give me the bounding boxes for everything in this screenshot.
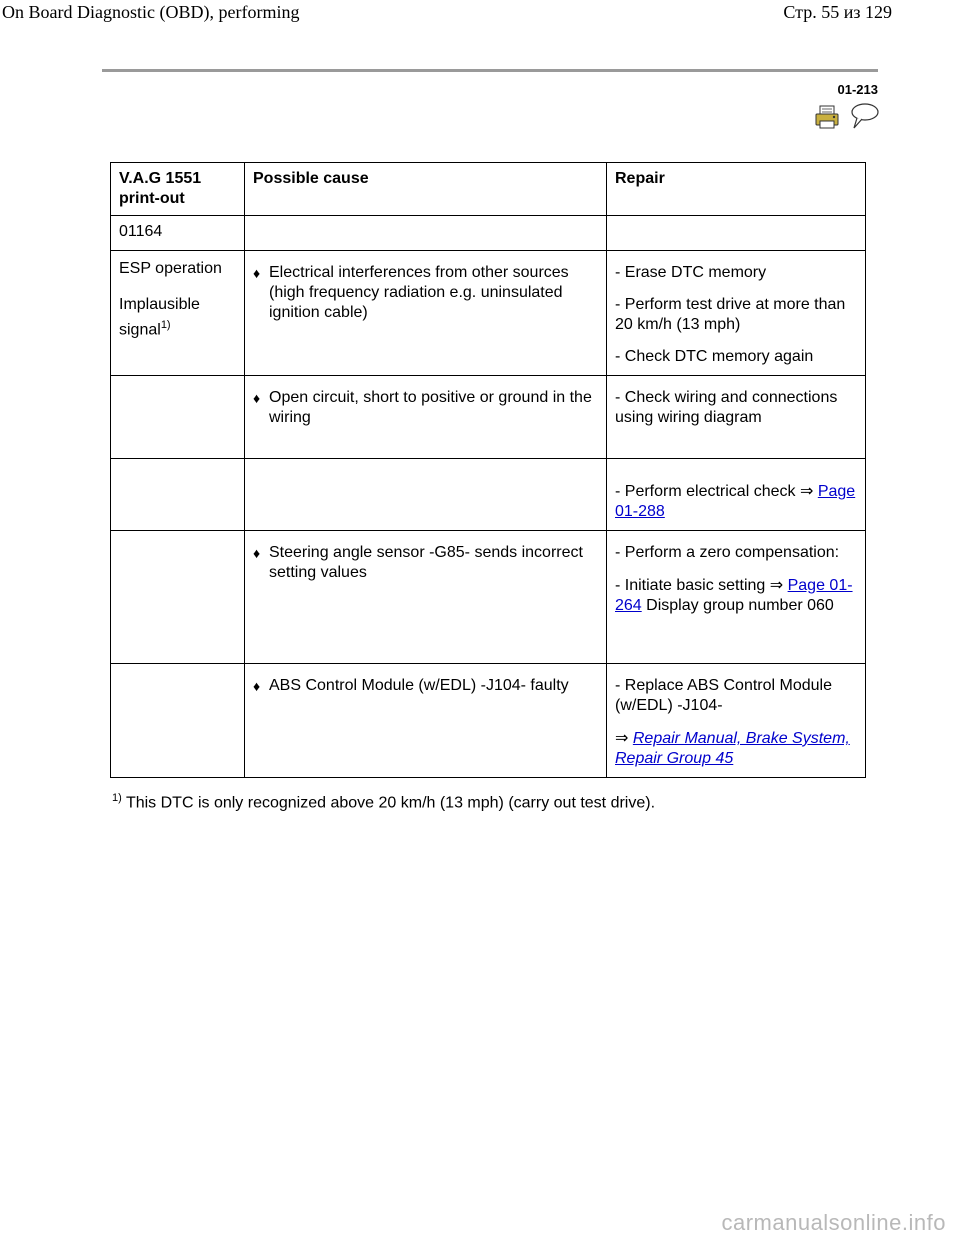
repair-step: - Replace ABS Control Module (w/EDL) -J104-	[615, 677, 832, 714]
diamond-bullet-icon: ♦	[253, 678, 261, 694]
esp-signal: signal	[119, 321, 161, 339]
repair-cell	[607, 664, 866, 778]
arrow-right-icon: ⇒	[769, 575, 784, 594]
cause-cell	[245, 664, 607, 778]
footnote-ref: 1)	[160, 319, 171, 331]
diamond-bullet-icon: ♦	[253, 390, 261, 406]
header-repair: Repair	[607, 163, 866, 216]
print-icon[interactable]	[814, 104, 840, 130]
comment-icon[interactable]	[848, 102, 880, 130]
dtc-code: 01164	[111, 216, 245, 251]
page-01-288-link[interactable]: Page 01-288	[615, 483, 856, 520]
watermark: carmanualsonline.info	[721, 1210, 946, 1235]
document-title: On Board Diagnostic (OBD), performing	[2, 2, 300, 22]
cause-text: Steering angle sensor -G85- sends incorrect setting values	[269, 544, 583, 581]
cause-cell	[245, 251, 607, 376]
toolbar-icons	[814, 102, 880, 130]
repair-cell	[607, 531, 866, 664]
header-possible-cause: Possible cause	[245, 163, 607, 216]
page-01-264-link[interactable]: Page 01-264	[615, 577, 853, 614]
esp-implausible: Implausible	[119, 296, 200, 313]
repair-step-tail: Display group number 060	[646, 597, 834, 614]
repair-cell	[607, 251, 866, 376]
dtc-table	[110, 162, 866, 778]
page-counter: Стр. 55 из 129	[783, 2, 892, 22]
page-number: 01-213	[837, 82, 878, 97]
arrow-right-icon: ⇒	[615, 728, 629, 747]
repair-cell	[607, 459, 866, 531]
footnote	[112, 792, 655, 812]
esp-cell	[111, 251, 245, 376]
repair-manual-brake-link[interactable]: Repair Manual, Brake System, Repair Group 45	[615, 730, 850, 767]
table-row	[111, 376, 866, 459]
repair-step: - Erase DTC memory	[615, 264, 767, 281]
table-row	[111, 664, 866, 778]
table-row	[111, 531, 866, 664]
repair-step: - Perform test drive at more than 20 km/h (13 mph)	[615, 296, 846, 333]
footnote-text: This DTC is only recognized above 20 km/h (13 mph) (carry out test drive).	[125, 794, 656, 812]
cause-cell	[245, 531, 607, 664]
cause-text: Open circuit, short to positive or ground in the wiring	[269, 389, 592, 426]
cause-text: ABS Control Module (w/EDL) -J104- faulty	[269, 677, 569, 694]
repair-step: - Check wiring and connections using wiring diagram	[615, 389, 838, 426]
repair-step: - Initiate basic setting	[615, 577, 766, 594]
cause-cell	[245, 376, 607, 459]
table-row-code	[111, 216, 866, 251]
esp-operation: ESP operation	[119, 260, 222, 277]
footnote-marker: 1)	[112, 792, 122, 804]
table-header-row	[111, 163, 866, 216]
diamond-bullet-icon: ♦	[253, 265, 261, 281]
diamond-bullet-icon: ♦	[253, 545, 261, 561]
repair-step: - Check DTC memory again	[615, 348, 814, 365]
repair-cell	[607, 376, 866, 459]
header-rule	[102, 69, 878, 72]
header-printout: V.A.G 1551 print-out	[111, 163, 245, 216]
repair-step: - Perform a zero compensation:	[615, 544, 840, 561]
arrow-right-icon: ⇒	[799, 481, 814, 500]
table-row	[111, 459, 866, 531]
cause-text: Electrical interferences from other sources (high frequency radiation e.g. uninsulated ignition cable)	[269, 264, 569, 321]
repair-step: - Perform electrical check	[615, 483, 796, 500]
table-row	[111, 251, 866, 376]
